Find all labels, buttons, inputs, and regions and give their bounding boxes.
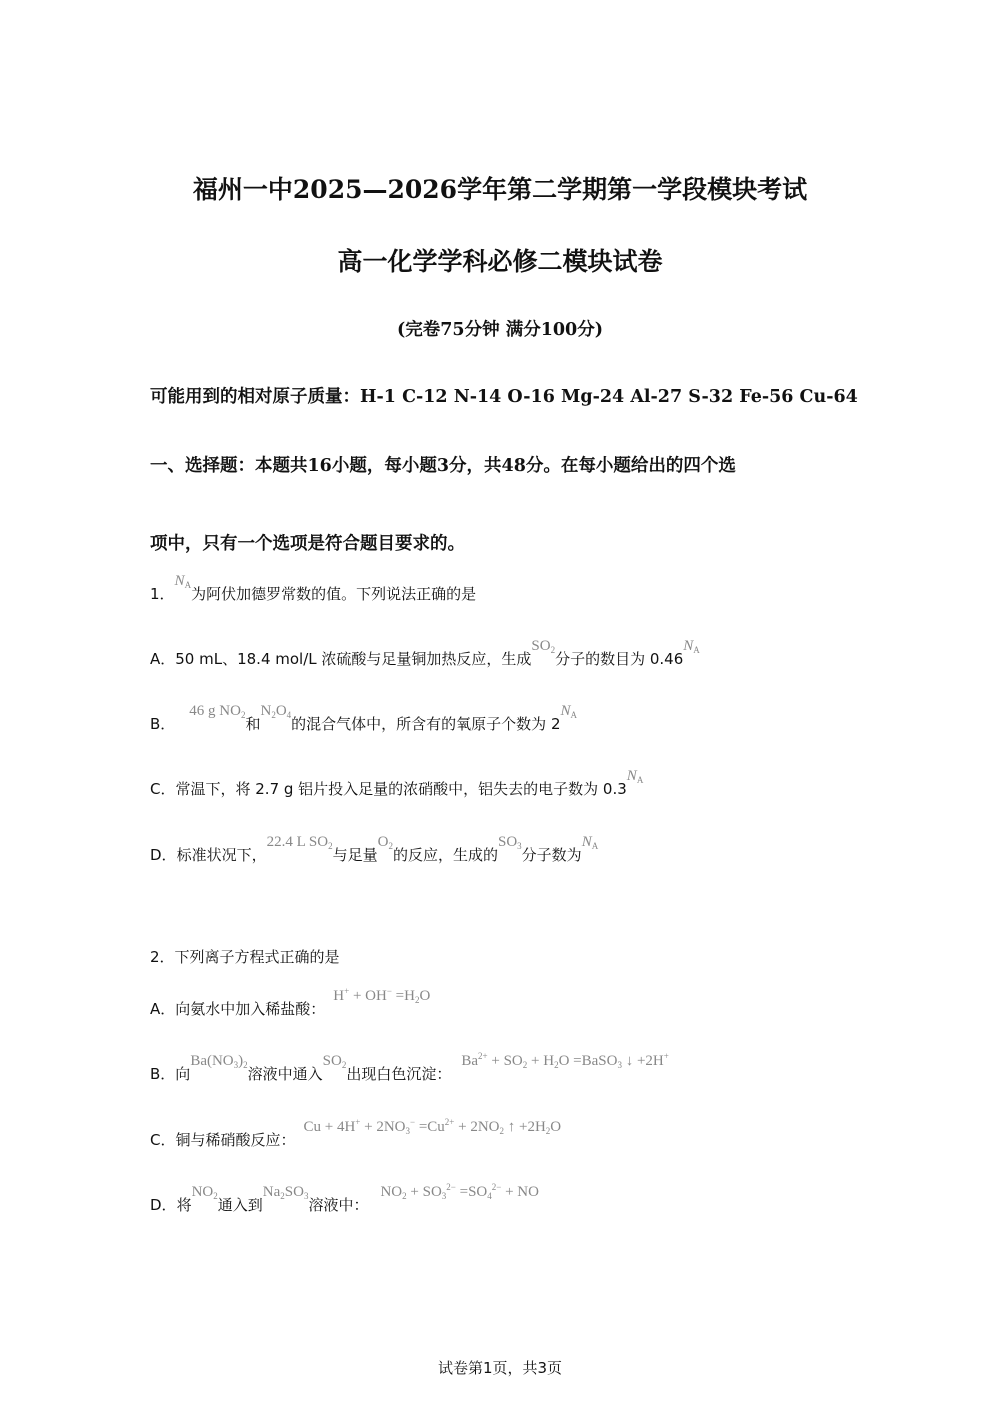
section-instruction-line1: 一、选择题：本题共16小题，每小题3分，共48分。在每小题给出的四个选 xyxy=(150,456,736,476)
option-text: 溶液中通入 xyxy=(247,1065,323,1083)
option-label: A． xyxy=(150,650,176,668)
question-text: 为阿伏加德罗常数的值。下列说法正确的是 xyxy=(191,585,477,603)
question-1-stem xyxy=(150,573,477,604)
option-text: 的混合气体中，所含有的氧原子个数为 2 xyxy=(291,715,561,733)
formula: 46 g $NO_2$ xyxy=(189,703,246,720)
option-text: 50 mL、18.4 mol/L 浓硫酸与足量铜加热反应，生成 xyxy=(175,650,532,668)
formula: $N_2O_4$ xyxy=(260,703,292,720)
question-2-stem xyxy=(150,946,340,967)
q1-option-a xyxy=(150,638,700,669)
na-symbol: $N_A$ xyxy=(174,573,192,590)
q2-option-a xyxy=(150,986,431,1019)
option-text: 通入到 xyxy=(217,1196,263,1214)
question-text: 下列离子方程式正确的是 xyxy=(174,948,340,966)
option-text: 与足量 xyxy=(332,846,378,864)
option-label: B． xyxy=(150,1065,176,1083)
q1-option-c xyxy=(150,768,644,799)
option-text: 分子的数目为 0.46 xyxy=(555,650,684,668)
formula: $Ba(NO_3)_2$ xyxy=(190,1053,248,1070)
ionic-equation: $H^+ + OH^- =H_2O$ xyxy=(333,986,431,1005)
q2-option-b xyxy=(150,1051,669,1084)
option-text: 溶液中： xyxy=(308,1196,369,1214)
page-footer: 试卷第1页，共3页 xyxy=(437,1359,563,1377)
na-symbol: $N_A$ xyxy=(560,703,578,720)
atomic-masses: 可能用到的相对原子质量：H-1 C-12 N-14 O-16 Mg-24 Al-27 S-32 Fe-56 Cu-64 xyxy=(150,387,858,407)
na-symbol: $N_A$ xyxy=(626,768,644,785)
option-label: D． xyxy=(150,1196,177,1214)
formula: $O_2$ xyxy=(377,834,393,851)
ionic-equation: $NO_2 + SO_3^{2-} =SO_4^{2-}$ + NO xyxy=(380,1182,539,1201)
question-number: 2． xyxy=(150,948,175,966)
option-label: D． xyxy=(150,846,177,864)
q2-option-d xyxy=(150,1182,539,1215)
na-symbol: $N_A$ xyxy=(581,834,599,851)
ionic-equation: $Ba^{2+} + SO_2 + H_2O$ =BaSO$_3$ ↓ +2H+ xyxy=(461,1051,669,1070)
q1-option-d xyxy=(150,834,599,865)
option-text: 和 xyxy=(245,715,261,733)
option-text: 标准状况下， xyxy=(176,846,267,864)
exam-title: 福州一中2025—2026学年第二学期第一学段模块考试 xyxy=(192,175,808,204)
option-label: B． xyxy=(150,715,176,733)
option-text: 出现白色沉淀： xyxy=(346,1065,452,1083)
option-text: 的反应，生成的 xyxy=(392,846,498,864)
formula: $SO_3$ xyxy=(497,834,522,851)
section-instruction-line2: 项中，只有一个选项是符合题目要求的。 xyxy=(150,534,465,554)
formula: 22.4 L $SO_2$ xyxy=(266,834,333,851)
ionic-equation: $Cu + 4H^+ + 2NO_3^- =Cu^{2+} + 2NO_2$ ↑ $+2H_2O$ xyxy=(303,1117,562,1136)
option-text: 常温下，将 2.7 g 铝片投入足量的浓硝酸中，铝失去的电子数为 0.3 xyxy=(175,780,627,798)
option-label: C． xyxy=(150,1131,176,1149)
formula: $SO_2$ xyxy=(322,1053,347,1070)
question-number: 1． xyxy=(150,585,175,603)
q1-option-b xyxy=(150,703,578,734)
option-label: A． xyxy=(150,1000,176,1018)
formula: $Na_2SO_3$ xyxy=(262,1184,309,1201)
formula: $NO_2$ xyxy=(191,1184,218,1201)
option-label: C． xyxy=(150,780,176,798)
exam-duration: (完卷75分钟 满分100分) xyxy=(396,320,604,340)
option-text: 将 xyxy=(176,1196,192,1214)
q2-option-c xyxy=(150,1117,562,1150)
na-symbol: $N_A$ xyxy=(683,638,700,655)
formula: $SO_2$ xyxy=(531,638,556,655)
option-text: 向氨水中加入稀盐酸： xyxy=(175,1000,326,1018)
option-text: 铜与稀硝酸反应： xyxy=(175,1131,296,1149)
option-text: 分子数为 xyxy=(521,846,582,864)
option-text: 向 xyxy=(175,1065,191,1083)
exam-subtitle: 高一化学学科必修二模块试卷 xyxy=(337,247,663,276)
